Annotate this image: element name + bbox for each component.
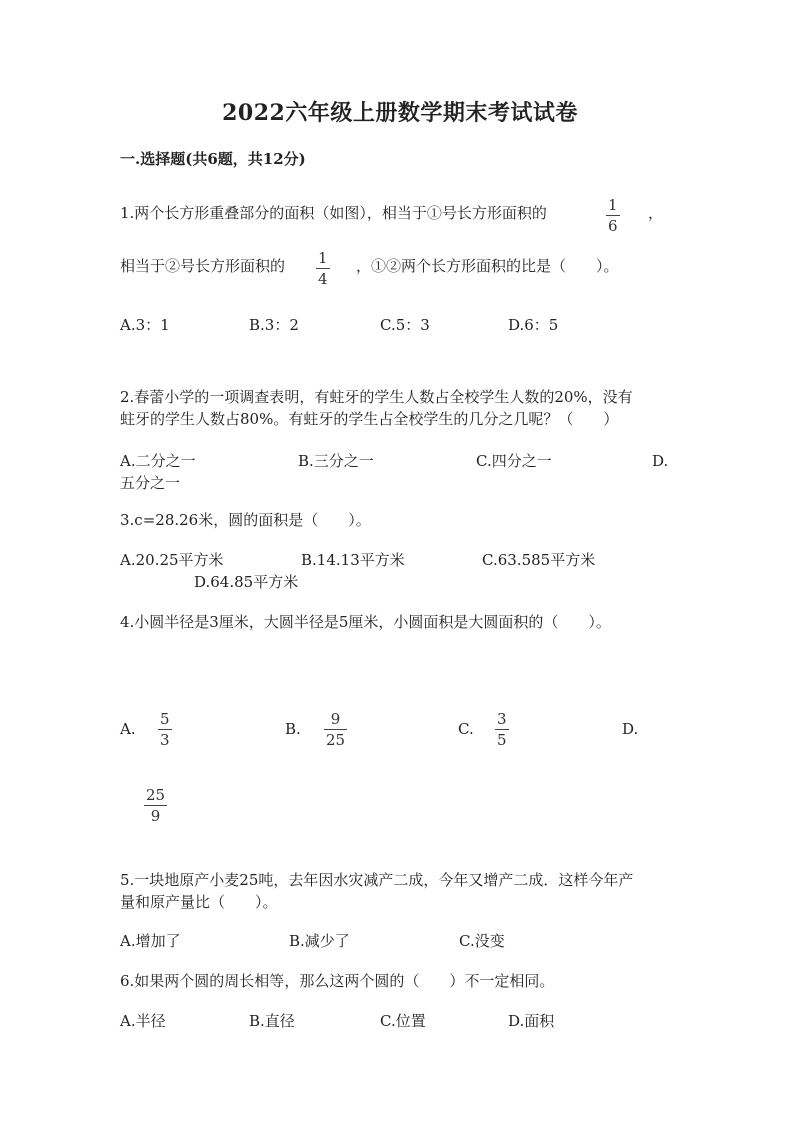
question-2-option-d-text[interactable]: 五分之一 xyxy=(120,474,181,492)
fraction-denominator: 3 xyxy=(160,731,170,749)
fraction-denominator: 4 xyxy=(318,270,328,288)
question-1-text-line-2: 相当于②号长方形面积的 xyxy=(120,257,286,275)
question-5-option-a[interactable]: A.增加了 xyxy=(120,932,181,950)
fraction-bar xyxy=(324,729,347,730)
question-4-option-d-fraction[interactable] xyxy=(144,786,167,825)
question-4-option-a-fraction[interactable] xyxy=(158,710,172,749)
fraction-bar xyxy=(316,268,330,269)
page-title: 2022六年级上册数学期末考试试卷 xyxy=(222,100,578,126)
question-4-option-b[interactable]: B. xyxy=(285,720,301,738)
fraction-denominator: 25 xyxy=(326,731,346,749)
question-5-option-c[interactable]: C.没变 xyxy=(459,932,505,950)
question-3-option-a[interactable]: A.20.25平方米 xyxy=(120,551,224,569)
question-6-text: 6.如果两个圆的周长相等，那么这两个圆的（ ）不一定相同。 xyxy=(120,972,555,990)
fraction-denominator: 5 xyxy=(497,731,507,749)
fraction-numerator: 1 xyxy=(608,196,618,214)
question-3-option-b[interactable]: B.14.13平方米 xyxy=(301,551,405,569)
fraction-bar xyxy=(606,215,620,216)
question-2-option-a[interactable]: A.二分之一 xyxy=(120,452,196,470)
question-2-option-b[interactable]: B.三分之一 xyxy=(298,452,374,470)
question-5-text: 5.一块地原产小麦25吨，去年因水灾减产二成，今年又增产二成．这样今年产 xyxy=(120,871,634,889)
fraction-numerator: 3 xyxy=(497,710,507,728)
fraction-numerator: 5 xyxy=(160,710,170,728)
question-6-option-d[interactable]: D.面积 xyxy=(508,1012,555,1030)
fraction-numerator: 25 xyxy=(146,786,166,804)
question-1-comma: ， xyxy=(648,204,664,222)
question-4-text: 4.小圆半径是3厘米，大圆半径是5厘米，小圆面积是大圆面积的（ ）。 xyxy=(120,613,611,631)
question-6-option-b[interactable]: B.直径 xyxy=(249,1012,295,1030)
question-2-text-line-2: 蛀牙的学生人数占80%。有蛀牙的学生占全校学生的几分之几呢？（ ） xyxy=(120,410,619,428)
question-1-fraction-1 xyxy=(606,196,620,235)
question-3-text: 3.c=28.26米，圆的面积是（ ）。 xyxy=(120,511,371,529)
question-5-option-b[interactable]: B.减少了 xyxy=(289,932,350,950)
question-2-option-d[interactable]: D. xyxy=(652,452,669,470)
question-3-option-c[interactable]: C.63.585平方米 xyxy=(482,551,596,569)
fraction-bar xyxy=(495,729,509,730)
fraction-denominator: 9 xyxy=(150,807,161,825)
question-1-fraction-2 xyxy=(316,249,330,288)
question-4-option-c[interactable]: C. xyxy=(458,720,474,738)
question-4-option-c-fraction[interactable] xyxy=(495,710,509,749)
question-3-option-d[interactable]: D.64.85平方米 xyxy=(194,573,299,591)
question-6-option-a[interactable]: A.半径 xyxy=(120,1012,166,1030)
fraction-numerator: 9 xyxy=(330,710,341,728)
question-1-option-b[interactable]: B.3：2 xyxy=(249,316,299,334)
question-1-text-line-2b: ，①②两个长方形面积的比是（ ）。 xyxy=(356,257,619,275)
fraction-numerator: 1 xyxy=(318,249,328,267)
question-4-option-a[interactable]: A. xyxy=(120,720,136,738)
question-5-text-line-2: 量和原产量比（ ）。 xyxy=(120,893,278,911)
fraction-denominator: 6 xyxy=(608,217,618,235)
fraction-bar xyxy=(158,729,172,730)
question-2-text: 2.春蕾小学的一项调查表明，有蛀牙的学生人数占全校学生人数的20%，没有 xyxy=(120,388,633,406)
question-1-text: 1.两个长方形重叠部分的面积（如图），相当于①号长方形面积的 xyxy=(120,204,547,222)
question-1-option-c[interactable]: C.5：3 xyxy=(380,316,430,334)
question-1-option-d[interactable]: D.6：5 xyxy=(508,316,559,334)
question-1-option-a[interactable]: A.3：1 xyxy=(120,316,170,334)
section-heading: 一.选择题(共6题，共12分) xyxy=(120,150,306,168)
question-6-option-c[interactable]: C.位置 xyxy=(380,1012,426,1030)
fraction-bar xyxy=(144,805,167,806)
question-4-option-b-fraction[interactable] xyxy=(324,710,347,749)
question-2-option-c[interactable]: C.四分之一 xyxy=(476,452,552,470)
question-4-option-d[interactable]: D. xyxy=(622,720,639,738)
